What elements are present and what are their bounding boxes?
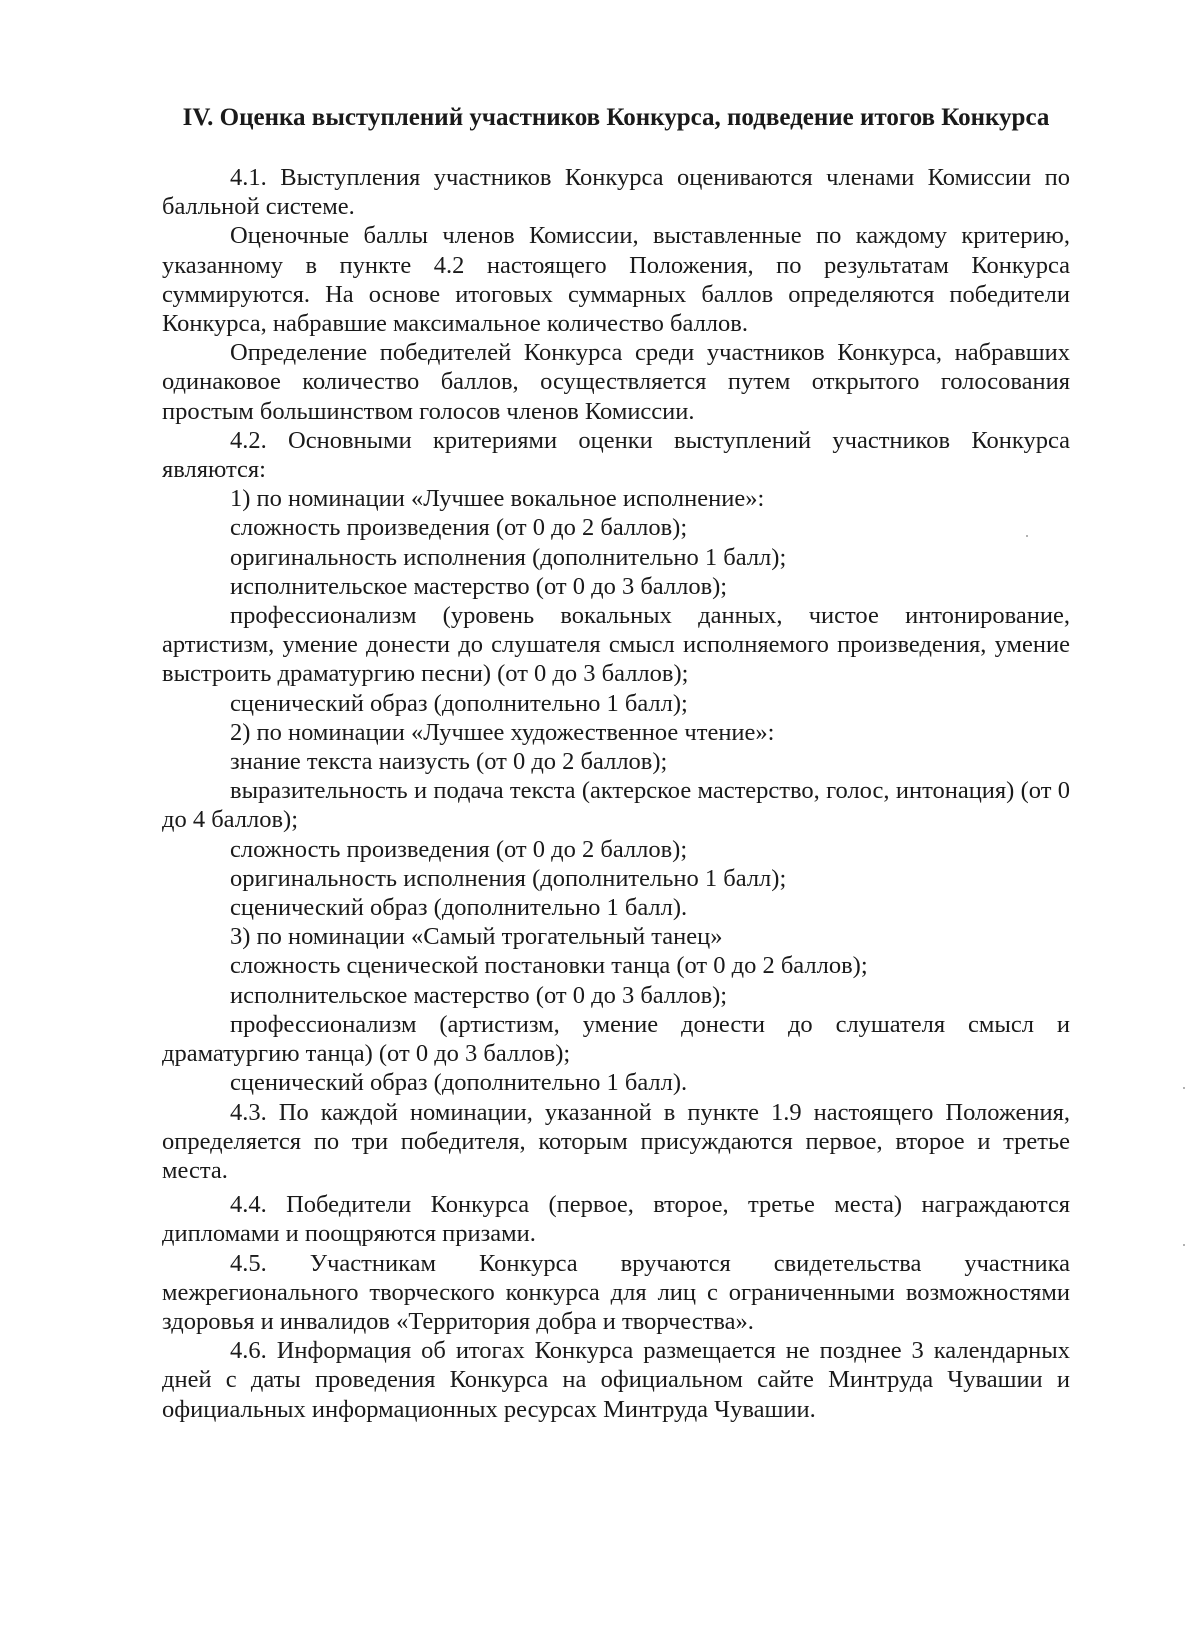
paragraph-4-1: 4.1. Выступления участников Конкурса оцениваются членами Комиссии по балльной системе. xyxy=(162,164,1070,221)
scan-speck xyxy=(1026,535,1028,537)
paragraph-4-5: 4.5. Участникам Конкурса вручаются свидетельства участника межрегионального творческого конкурса для лиц с ограниченными возможностями здоровья и инвалидов «Территория добра и творчества». xyxy=(162,1249,1070,1335)
nomination-3-title: 3) по номинации «Самый трогательный танец» xyxy=(230,923,723,951)
paragraph-4-4: 4.4. Победители Конкурса (первое, второе, третье места) награждаются дипломами и поощряются призами. xyxy=(162,1191,1070,1248)
nomination-2-criterion-3: сложность произведения (от 0 до 2 баллов); xyxy=(230,835,688,863)
nomination-2-criterion-1: знание текста наизусть (от 0 до 2 баллов); xyxy=(230,748,668,776)
scan-speck xyxy=(1183,1087,1185,1089)
nomination-1-criterion-5: сценический образ (дополнительно 1 балл); xyxy=(230,689,688,717)
nomination-1-criterion-3: исполнительское мастерство (от 0 до 3 баллов); xyxy=(230,572,728,600)
nomination-2-criterion-4: оригинальность исполнения (дополнительно 1 балл); xyxy=(230,864,787,892)
nomination-1-criterion-1: сложность произведения (от 0 до 2 баллов); xyxy=(230,514,688,542)
nomination-3-criterion-2: исполнительское мастерство (от 0 до 3 баллов); xyxy=(230,981,728,1009)
nomination-1-title: 1) по номинации «Лучшее вокальное исполнение»: xyxy=(230,485,765,513)
nomination-3-criterion-4: сценический образ (дополнительно 1 балл). xyxy=(230,1069,688,1097)
document-body xyxy=(162,103,1070,1424)
nomination-3-criterion-3: профессионализм (артистизм, умение донести до слушателя смысл и драматургию танца) (от 0 до 3 баллов); xyxy=(162,1010,1070,1068)
nomination-2-criterion-5: сценический образ (дополнительно 1 балл). xyxy=(230,894,688,922)
scan-speck xyxy=(1183,1244,1185,1246)
section-heading: IV. Оценка выступлений участников Конкурса, подведение итогов Конкурса xyxy=(182,104,1050,131)
nomination-2-title: 2) по номинации «Лучшее художественное чтение»: xyxy=(230,718,775,746)
paragraph-4-2: 4.2. Основными критериями оценки выступлений участников Конкурса являются: xyxy=(162,426,1070,484)
paragraph-4-3: 4.3. По каждой номинации, указанной в пункте 1.9 настоящего Положения, определяется по три победителя, которым присуждаются первое, второе и третье места. xyxy=(162,1098,1070,1184)
nomination-3-criterion-1: сложность сценической постановки танца (от 0 до 2 баллов); xyxy=(230,952,868,980)
paragraph-4-6: 4.6. Информация об итогах Конкурса размещается не позднее 3 календарных дней с даты проведения Конкурса на официальном сайте Минтруда Чувашии и официальных информационных ресурсах Минтруда Чувашии. xyxy=(162,1337,1070,1423)
paragraph-4-1-tie: Определение победителей Конкурса среди участников Конкурса, набравших одинаковое количество баллов, осуществляется путем открытого голосования простым большинством голосов членов Комиссии. xyxy=(162,339,1070,425)
paragraph-4-1-scores: Оценочные баллы членов Комиссии, выставленные по каждому критерию, указанному в пункте 4.2 настоящего Положения, по результатам Конкурса суммируются. На основе итоговых суммарных баллов определяются победители Конкурса, набравшие максимальное количество баллов. xyxy=(162,222,1070,338)
nomination-1-criterion-2: оригинальность исполнения (дополнительно 1 балл); xyxy=(230,543,787,571)
nomination-2-criterion-2: выразительность и подача текста (актерское мастерство, голос, интонация) (от 0 до 4 баллов); xyxy=(162,777,1070,834)
nomination-1-criterion-4: профессионализм (уровень вокальных данных, чистое интонирование, артистизм, умение донести до слушателя смысл исполняемого произведения, умение выстроить драматургию песни) (от 0 до 3 баллов); xyxy=(162,602,1070,688)
